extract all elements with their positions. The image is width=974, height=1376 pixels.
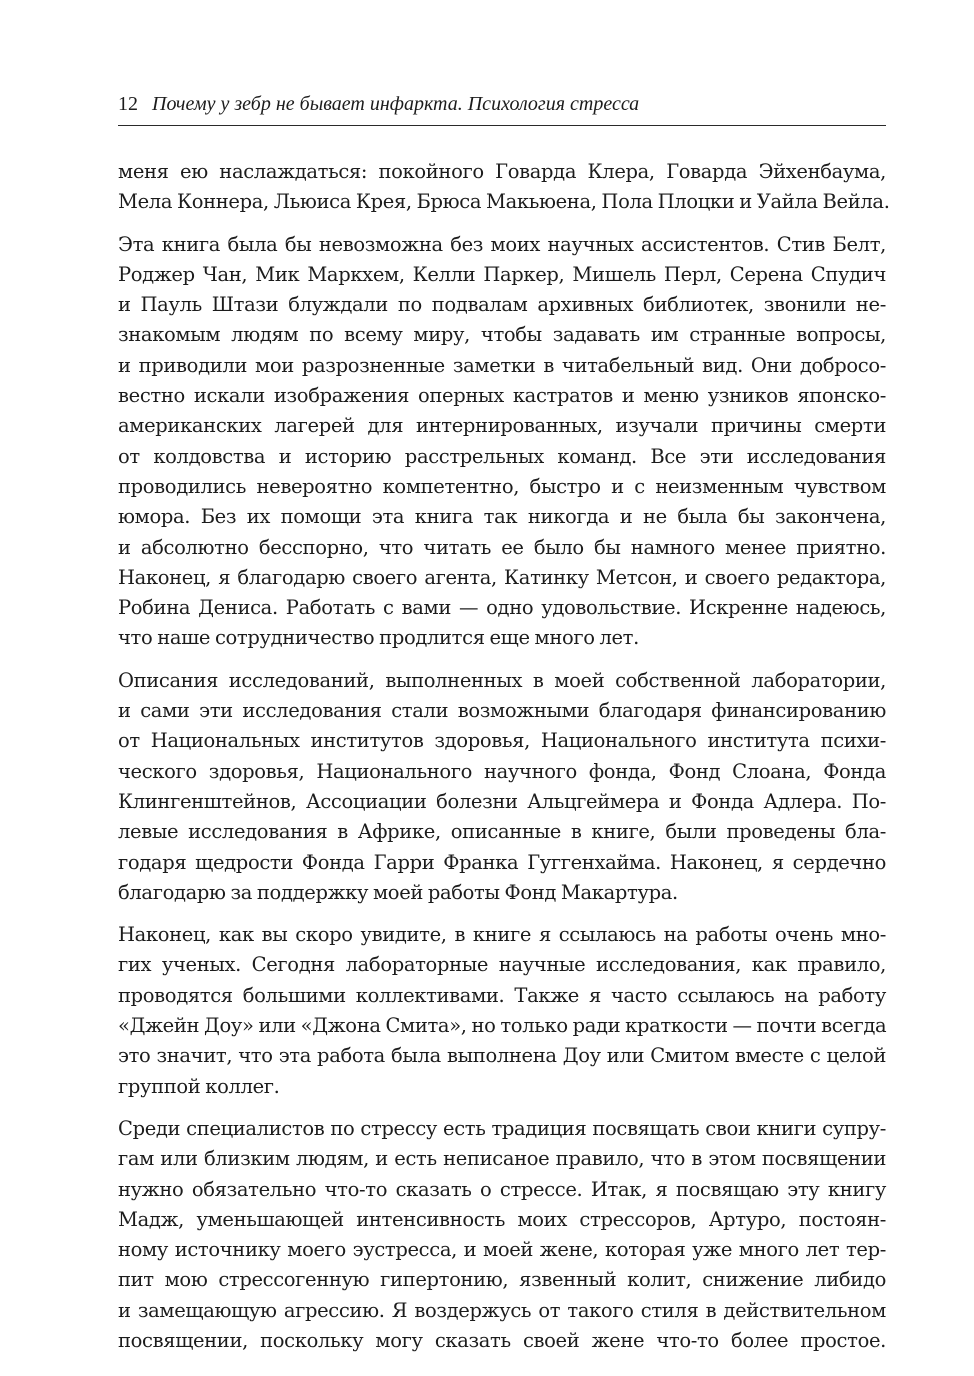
text-line: группой коллег. xyxy=(118,1074,280,1098)
text-line: от колдовства и историю расстрельных команд. Все эти исследования xyxy=(118,444,886,468)
header-divider xyxy=(118,125,886,126)
text-line: Роджер Чан, Мик Маркхем, Келли Паркер, Мишель Перл, Серена Спудич xyxy=(118,262,886,286)
text-line: американских лагерей для интернированных, изучали причины смерти xyxy=(118,414,886,438)
text-line: Мадж, уменьшающей интенсивность моих стрессоров, Артуро, постоян- xyxy=(118,1207,886,1231)
running-header xyxy=(118,91,886,117)
text-line: и сами эти исследования стали возможными благодаря финансированию xyxy=(118,699,886,723)
text-line: пит мою стрессогенную гипертонию, язвенный колит, снижение либидо xyxy=(118,1268,886,1292)
text-line: Мела Коннера, Льюиса Крея, Брюса Макьюена, Пола Плоцки и Уайла Вейла. xyxy=(118,190,890,214)
text-line: знакомым людям по всему миру, чтобы задавать им странные вопросы, xyxy=(118,323,886,347)
text-line: благодарю за поддержку моей работы Фонд Макартура. xyxy=(118,880,678,904)
text-line: и приводили мои разрозненные заметки в читабельный вид. Они добросо- xyxy=(118,353,886,377)
text-line: посвящении, поскольку могу сказать своей жене что-то более простое. xyxy=(118,1328,886,1352)
paragraph-dedication xyxy=(118,1114,886,1356)
text-line: Эта книга была бы невозможна без моих научных ассистентов. Стив Белт, xyxy=(118,232,886,256)
text-line: Среди специалистов по стрессу есть традиция посвящать свои книги супру- xyxy=(118,1116,886,1140)
text-line: нужно обязательно что-то сказать о стрессе. Итак, я посвящаю эту книгу xyxy=(118,1177,886,1201)
paragraph-research-assistants xyxy=(118,230,886,654)
book-page xyxy=(118,0,890,1376)
text-line: ному источнику моего эустресса, и моей жене, которая уже много лет тер- xyxy=(118,1238,886,1262)
text-line: Наконец, как вы скоро увидите, в книге я ссылаюсь на работы очень мно- xyxy=(118,923,886,947)
text-line: и абсолютно бесспорно, что читать ее было бы намного менее приятно. xyxy=(118,535,886,559)
text-line: гам или близким людям, и есть неписаное правило, что в этом посвящении xyxy=(118,1147,886,1171)
paragraph-acknowledgements-end xyxy=(118,157,890,218)
body-text xyxy=(118,157,890,1368)
text-line: левые исследования в Африке, описанные в книге, были проведены бла- xyxy=(118,820,886,844)
text-line: от Национальных институтов здоровья, Национального института психи- xyxy=(118,729,886,753)
text-line: Описания исследований, выполненных в моей собственной лаборатории, xyxy=(118,668,886,692)
text-line: проводились невероятно компетентно, быстро и с неизменным чувством xyxy=(118,474,886,498)
text-line: гих ученых. Сегодня лабораторные научные исследования, как правило, xyxy=(118,953,886,977)
book-title: Почему у зебр не бывает инфаркта. Психология стресса xyxy=(152,93,640,115)
text-line: годаря щедрости Фонда Гарри Франка Гуггенхайма. Наконец, я сердечно xyxy=(118,850,886,874)
text-line: Клингенштейнов, Ассоциации болезни Альцгеймера и Фонда Адлера. По- xyxy=(118,789,886,813)
paragraph-citations xyxy=(118,920,886,1102)
text-line: это значит, что эта работа была выполнена Доу или Смитом вместе с целой xyxy=(118,1044,886,1068)
text-line: Наконец, я благодарю своего агента, Катинку Метсон, и своего редактора, xyxy=(118,565,886,589)
text-line: меня ею наслаждаться: покойного Говарда Клера, Говарда Эйхенбаума, xyxy=(118,160,886,183)
text-line: и замещающую агрессию. Я воздержусь от такого стиля в действительном xyxy=(118,1298,886,1322)
text-line: юмора. Без их помощи эта книга так никогда и не была бы закончена, xyxy=(118,505,886,529)
text-line: Робина Дениса. Работать с вами — одно удовольствие. Искренне надеюсь, xyxy=(118,596,886,620)
text-line: что наше сотрудничество продлится еще много лет. xyxy=(118,626,639,650)
text-line: и Пауль Штази блуждали по подвалам архивных библиотек, звонили не- xyxy=(118,293,886,317)
text-line: «Джейн Доу» или «Джона Смита», но только ради краткости — почти всегда xyxy=(118,1014,887,1038)
text-line: проводятся большими коллективами. Также я часто ссылаюсь на работу xyxy=(118,983,886,1007)
text-line: вестно искали изображения оперных кастратов и меню узников японско- xyxy=(118,384,886,408)
paragraph-funding xyxy=(118,666,886,908)
page-number: 12 xyxy=(118,93,138,115)
text-line: ческого здоровья, Национального научного фонда, Фонд Слоана, Фонда xyxy=(118,759,886,783)
